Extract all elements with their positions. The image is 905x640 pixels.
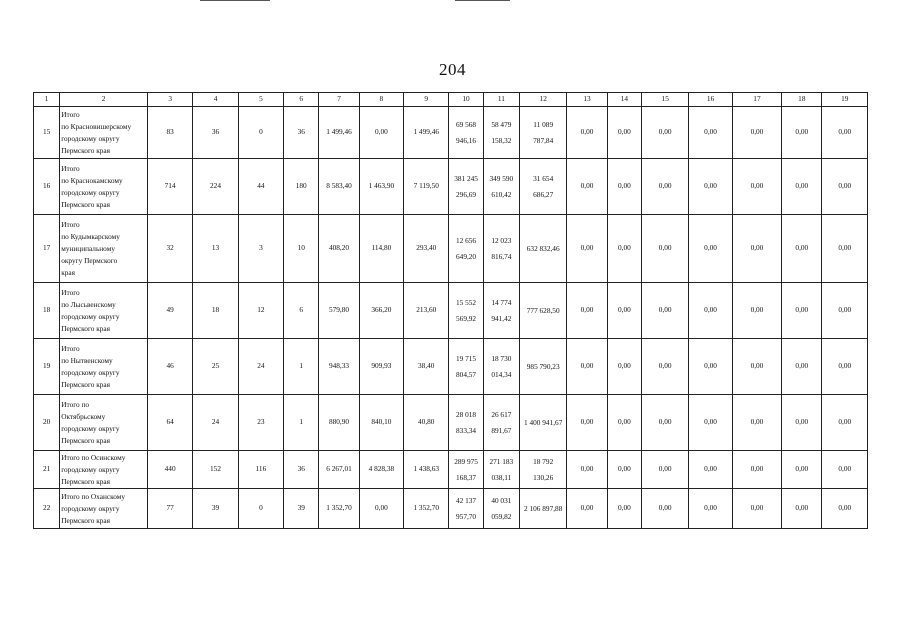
table-cell: 0,00 [782, 489, 822, 529]
table-cell: 0,00 [782, 339, 822, 395]
table-cell: 408,20 [319, 215, 359, 283]
column-header: 4 [193, 93, 238, 107]
table-cell: 0,00 [642, 395, 689, 451]
table-cell: 0,00 [732, 283, 781, 339]
table-cell: 83 [147, 107, 192, 159]
table-cell: 24 [238, 339, 283, 395]
table-cell: 3 [238, 215, 283, 283]
table-cell: 0,00 [567, 339, 607, 395]
row-number: 19 [34, 339, 60, 395]
municipality-name: Итого по Оханскому городскому округу Пермского края [60, 489, 148, 529]
column-header: 7 [319, 93, 359, 107]
table-row [34, 159, 868, 215]
table-cell: 0,00 [642, 283, 689, 339]
table-cell: 777 628,50 [520, 283, 567, 339]
table-cell: 0,00 [732, 339, 781, 395]
table-cell: 28 018 833,34 [449, 395, 483, 451]
column-header: 19 [822, 93, 868, 107]
table-cell: 0,00 [782, 107, 822, 159]
column-header: 17 [732, 93, 781, 107]
table-cell: 10 [284, 215, 319, 283]
table-cell: 77 [147, 489, 192, 529]
column-header: 3 [147, 93, 192, 107]
table-cell: 15 552 569,92 [449, 283, 483, 339]
table-cell: 293,40 [404, 215, 449, 283]
table-cell: 0,00 [822, 451, 868, 489]
table-cell: 366,20 [359, 283, 403, 339]
table-cell: 0,00 [822, 489, 868, 529]
table-cell: 0,00 [607, 159, 641, 215]
table-cell: 0,00 [689, 215, 732, 283]
table-cell: 8 583,40 [319, 159, 359, 215]
table-cell: 440 [147, 451, 192, 489]
table-cell: 0,00 [642, 107, 689, 159]
column-header: 6 [284, 93, 319, 107]
table-cell: 714 [147, 159, 192, 215]
table-cell: 0,00 [822, 159, 868, 215]
table-cell: 0,00 [732, 489, 781, 529]
row-number: 22 [34, 489, 60, 529]
table-cell: 0,00 [782, 215, 822, 283]
table-cell: 12 656 649,20 [449, 215, 483, 283]
table-cell: 24 [193, 395, 238, 451]
column-header: 16 [689, 93, 732, 107]
column-header: 2 [60, 93, 148, 107]
column-header: 10 [449, 93, 483, 107]
table-cell: 14 774 941,42 [483, 283, 519, 339]
table-cell: 12 [238, 283, 283, 339]
column-header: 14 [607, 93, 641, 107]
table-cell: 32 [147, 215, 192, 283]
row-number: 20 [34, 395, 60, 451]
table-cell: 840,10 [359, 395, 403, 451]
page-number: 204 [439, 60, 466, 79]
table-row [34, 451, 868, 489]
table-row [34, 339, 868, 395]
table-cell: 0,00 [822, 107, 868, 159]
table-cell: 1 499,46 [404, 107, 449, 159]
table-cell: 1 352,70 [319, 489, 359, 529]
table-cell: 0,00 [689, 489, 732, 529]
column-header: 11 [483, 93, 519, 107]
table-cell: 0,00 [822, 283, 868, 339]
table-cell: 18 [193, 283, 238, 339]
municipality-name: Итого по Кудымкарскому муниципальному округу Пермского края [60, 215, 148, 283]
table-cell: 6 267,01 [319, 451, 359, 489]
row-number: 21 [34, 451, 60, 489]
table-cell: 0,00 [607, 339, 641, 395]
table-row [34, 283, 868, 339]
table-cell: 381 245 296,69 [449, 159, 483, 215]
table-cell: 0,00 [642, 215, 689, 283]
table-cell: 69 568 946,16 [449, 107, 483, 159]
table-cell: 0,00 [567, 489, 607, 529]
data-table [33, 92, 868, 529]
table-cell: 18 730 014,34 [483, 339, 519, 395]
table-cell: 880,90 [319, 395, 359, 451]
table-cell: 6 [284, 283, 319, 339]
column-header: 12 [520, 93, 567, 107]
table-row [34, 215, 868, 283]
table-cell: 1 [284, 339, 319, 395]
table-cell: 180 [284, 159, 319, 215]
row-number: 16 [34, 159, 60, 215]
table-cell: 64 [147, 395, 192, 451]
table-cell: 0,00 [607, 215, 641, 283]
municipality-name: Итого по Лысьвенскому городскому округу Пермского края [60, 283, 148, 339]
table-cell: 0,00 [567, 451, 607, 489]
column-header: 1 [34, 93, 60, 107]
table-cell: 36 [284, 107, 319, 159]
header-row [34, 93, 868, 107]
table-cell: 0,00 [689, 159, 732, 215]
table-cell: 0,00 [689, 339, 732, 395]
table-cell: 1 352,70 [404, 489, 449, 529]
table-cell: 40,80 [404, 395, 449, 451]
table-cell: 4 828,38 [359, 451, 403, 489]
table-cell: 0,00 [782, 159, 822, 215]
table-cell: 1 438,63 [404, 451, 449, 489]
table-cell: 40 031 059,82 [483, 489, 519, 529]
table-cell: 0,00 [607, 395, 641, 451]
table-cell: 7 119,50 [404, 159, 449, 215]
table-cell: 0,00 [689, 283, 732, 339]
table-row [34, 489, 868, 529]
table-cell: 0,00 [822, 395, 868, 451]
table-cell: 271 183 038,11 [483, 451, 519, 489]
row-number: 18 [34, 283, 60, 339]
table-cell: 948,33 [319, 339, 359, 395]
table-cell: 0,00 [642, 339, 689, 395]
table-cell: 0 [238, 107, 283, 159]
municipality-name: Итого по Нытвенскому городскому округу Пермского края [60, 339, 148, 395]
table-cell: 26 617 891,67 [483, 395, 519, 451]
table-cell: 49 [147, 283, 192, 339]
column-header: 13 [567, 93, 607, 107]
table-cell: 39 [284, 489, 319, 529]
table-cell: 46 [147, 339, 192, 395]
table-cell: 0,00 [567, 107, 607, 159]
table-cell: 0,00 [642, 159, 689, 215]
table-cell: 0,00 [822, 339, 868, 395]
table-cell: 579,80 [319, 283, 359, 339]
table-row [34, 395, 868, 451]
table-cell: 0,00 [689, 395, 732, 451]
table-cell: 0,00 [782, 283, 822, 339]
table-cell: 0,00 [642, 451, 689, 489]
table-cell: 11 089 787,84 [520, 107, 567, 159]
table-cell: 0,00 [732, 215, 781, 283]
table-cell: 152 [193, 451, 238, 489]
column-header: 18 [782, 93, 822, 107]
table-cell: 0,00 [732, 395, 781, 451]
table-cell: 1 [284, 395, 319, 451]
table-cell: 0,00 [689, 451, 732, 489]
column-header: 5 [238, 93, 283, 107]
table-cell: 0,00 [567, 395, 607, 451]
table-cell: 58 479 158,32 [483, 107, 519, 159]
table-cell: 0,00 [607, 283, 641, 339]
table-cell: 213,60 [404, 283, 449, 339]
table-cell: 44 [238, 159, 283, 215]
table-cell: 12 023 816,74 [483, 215, 519, 283]
municipality-name: Итого по Красновишерскому городскому округу Пермского края [60, 107, 148, 159]
table-cell: 31 654 686,27 [520, 159, 567, 215]
table-cell: 1 463,90 [359, 159, 403, 215]
column-header: 9 [404, 93, 449, 107]
table-cell: 2 106 897,88 [520, 489, 567, 529]
table-cell: 224 [193, 159, 238, 215]
table-cell: 39 [193, 489, 238, 529]
table-cell: 349 590 610,42 [483, 159, 519, 215]
table-cell: 25 [193, 339, 238, 395]
municipality-name: Итого по Краснокамскому городскому округу Пермского края [60, 159, 148, 215]
table-cell: 19 715 804,57 [449, 339, 483, 395]
table-cell: 289 975 168,37 [449, 451, 483, 489]
table-cell: 0,00 [822, 215, 868, 283]
municipality-name: Итого по Октябрьскому городскому округу Пермского края [60, 395, 148, 451]
table-cell: 36 [193, 107, 238, 159]
table-cell: 18 792 130,26 [520, 451, 567, 489]
municipality-name: Итого по Осинскому городскому округу Пермского края [60, 451, 148, 489]
table-cell: 36 [284, 451, 319, 489]
scan-edge-mark-left [200, 0, 270, 1]
table-cell: 0,00 [567, 159, 607, 215]
table-cell: 0,00 [607, 489, 641, 529]
table-cell: 0,00 [607, 451, 641, 489]
table-cell: 0,00 [732, 159, 781, 215]
table-cell: 116 [238, 451, 283, 489]
table-cell: 985 790,23 [520, 339, 567, 395]
table-cell: 0,00 [732, 451, 781, 489]
table-row [34, 107, 868, 159]
table-cell: 0,00 [782, 395, 822, 451]
table-cell: 1 499,46 [319, 107, 359, 159]
table-cell: 0,00 [567, 215, 607, 283]
column-header: 15 [642, 93, 689, 107]
table-cell: 0,00 [359, 107, 403, 159]
table-cell: 0,00 [732, 107, 781, 159]
row-number: 15 [34, 107, 60, 159]
table-cell: 0,00 [607, 107, 641, 159]
table-cell: 23 [238, 395, 283, 451]
table-cell: 0,00 [689, 107, 732, 159]
table-cell: 114,80 [359, 215, 403, 283]
table-cell: 632 832,46 [520, 215, 567, 283]
table-cell: 0,00 [359, 489, 403, 529]
table-cell: 42 137 957,70 [449, 489, 483, 529]
column-header: 8 [359, 93, 403, 107]
table-cell: 0,00 [782, 451, 822, 489]
table-cell: 38,40 [404, 339, 449, 395]
table-cell: 0 [238, 489, 283, 529]
table-cell: 0,00 [567, 283, 607, 339]
table-cell: 0,00 [642, 489, 689, 529]
table-cell: 909,93 [359, 339, 403, 395]
table-cell: 13 [193, 215, 238, 283]
table-cell: 1 400 941,67 [520, 395, 567, 451]
row-number: 17 [34, 215, 60, 283]
scan-edge-mark-right [455, 0, 510, 1]
